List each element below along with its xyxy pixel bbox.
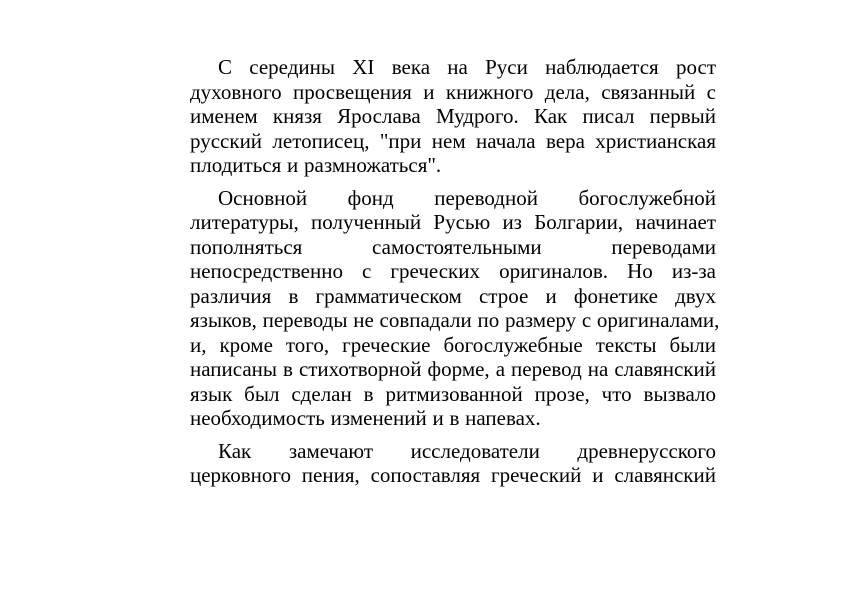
text-line: русский летописец, "при нем начала вера христианская (190, 128, 716, 153)
text-line: церковного пения, сопоставляя греческий и славянский (190, 463, 716, 487)
text-line: язык был сделан в ритмизованной прозе, что вызвало (190, 381, 716, 406)
text-line: и, кроме того, греческие богослужебные тексты были (190, 332, 716, 357)
text-line: непосредственно с греческих оригиналов. Но из-за (190, 259, 716, 283)
paragraph-2 (162, 185, 720, 431)
text-line: литературы, полученный Русью из Болгарии, начинает (190, 210, 716, 234)
paragraph-1 (162, 55, 716, 178)
text-line: языков, переводы не совпадали по размеру с оригиналами, (190, 308, 720, 332)
text-line: Основной фонд переводной богослужебной (218, 185, 716, 210)
paragraph-3 (162, 439, 716, 488)
body-text (162, 55, 720, 488)
text-line: Как замечают исследователи древнерусского (218, 438, 716, 463)
text-line: именем князя Ярослава Мудрого. Как писал первый (190, 104, 716, 128)
text-line: духовного просвещения и книжного дела, связанный с (190, 79, 716, 104)
text-line: необходимость изменений и в напевах. (190, 406, 541, 430)
text-line: написаны в стихотворной форме, а перевод на славянский (190, 357, 716, 381)
text-line: пополняться самостоятельными переводами (190, 234, 716, 259)
text-line: С середины XI века на Руси наблюдается рост (218, 55, 716, 79)
text-line: различия в грамматическом строе и фонетике двух (190, 283, 716, 308)
text-line: плодиться и размножаться". (190, 153, 442, 177)
